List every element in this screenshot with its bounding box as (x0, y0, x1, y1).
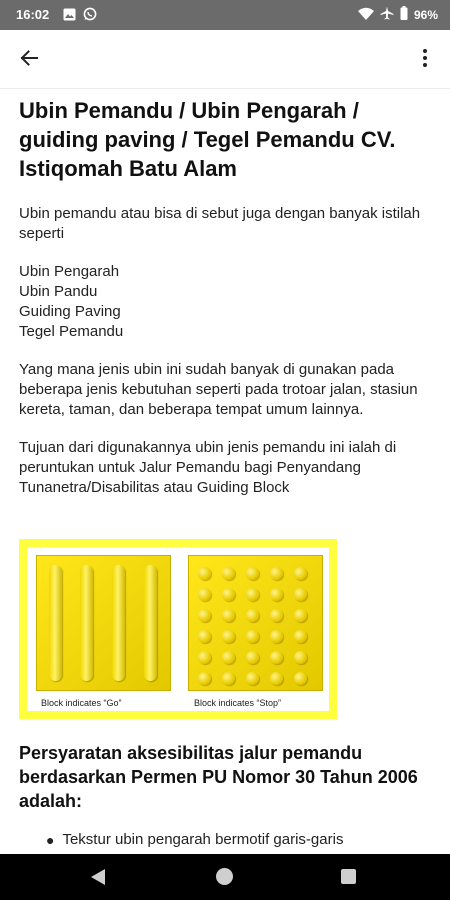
warning-dot (198, 651, 211, 664)
warning-dot (198, 567, 211, 580)
stop-tile-caption: Block indicates “Stop” (194, 698, 282, 708)
warning-dot (222, 588, 235, 601)
intro-paragraph: Ubin pemandu atau bisa di sebut juga dengan banyak istilah seperti (19, 205, 421, 242)
term-item: Tegel Pemandu (19, 323, 124, 340)
warning-dot (294, 567, 307, 580)
warning-dot (294, 651, 307, 664)
article-content (19, 96, 434, 516)
warning-dot (198, 630, 211, 643)
back-button[interactable] (14, 45, 44, 75)
usage-paragraph: Yang mana jenis ubin ini sudah banyak di gunakan pada beberapa jenis kebutuhan seperti pada trotoar jalan, stasiun kereta, taman, dan beberapa tempat umum lainnya. (19, 361, 418, 418)
battery-icon (400, 6, 408, 23)
warning-dot (294, 630, 307, 643)
warning-dot (222, 567, 235, 580)
list-item (46, 830, 426, 850)
requirements-heading: Persyaratan aksesibilitas jalur pemandu berdasarkan Permen PU Nomor 30 Tahun 2006 adalah: (19, 743, 418, 811)
warning-dot (270, 588, 283, 601)
nav-recents-icon[interactable] (341, 869, 356, 884)
warning-dot (246, 651, 259, 664)
warning-dot (222, 609, 235, 622)
guide-bar (144, 565, 157, 681)
warning-dot (222, 651, 235, 664)
guide-bar (112, 565, 125, 681)
battery-percent: 96% (413, 7, 438, 22)
arrow-back-icon (19, 48, 39, 73)
term-list (19, 262, 434, 342)
stop-tile (188, 555, 323, 691)
purpose-paragraph: Tujuan dari digunakannya ubin jenis pemandu ini ialah di peruntukan untuk Jalur Pemandu bagi Penyandang Tunanetra/Disabilitas atau Guiding Block (19, 439, 397, 496)
overflow-menu-button[interactable] (410, 45, 440, 75)
gallery-icon (63, 8, 76, 24)
warning-dot (246, 567, 259, 580)
warning-dot (270, 609, 283, 622)
go-tile-caption: Block indicates “Go” (41, 698, 122, 708)
tiles-panel (27, 547, 329, 711)
whatsapp-icon (83, 7, 97, 24)
warning-dot (270, 651, 283, 664)
app-bar (0, 30, 450, 89)
warning-dot (294, 609, 307, 622)
warning-dot (246, 609, 259, 622)
term-item: Ubin Pengarah (19, 263, 120, 280)
status-time: 16:02 (16, 7, 50, 22)
warning-dot (270, 630, 283, 643)
warning-dot (198, 609, 211, 622)
status-bar (0, 0, 450, 30)
guide-bar (80, 565, 93, 681)
more-vert-icon (422, 48, 428, 73)
warning-dot (246, 588, 259, 601)
article-title: Ubin Pemandu / Ubin Pengarah / guiding paving / Tegel Pemandu CV. Istiqomah Batu Alam (19, 98, 396, 181)
warning-dot (222, 630, 235, 643)
tactile-tiles-image[interactable] (19, 539, 337, 719)
nav-back-icon[interactable] (90, 868, 106, 891)
wifi-icon (358, 7, 374, 23)
warning-dot (270, 672, 283, 685)
bullet-text: Tekstur ubin pengarah bermotif garis-garis (62, 831, 344, 848)
warning-dot (294, 588, 307, 601)
warning-dot (198, 672, 211, 685)
system-nav-bar (0, 854, 450, 900)
airplane-icon (380, 6, 394, 23)
warning-dot (198, 588, 211, 601)
go-tile (36, 555, 171, 691)
bullet-marker: ● (46, 832, 55, 848)
warning-dot (294, 672, 307, 685)
term-item: Guiding Paving (19, 303, 121, 320)
nav-home-icon[interactable] (216, 868, 233, 885)
warning-dot (270, 567, 283, 580)
guide-bar (49, 565, 62, 681)
warning-dot (246, 630, 259, 643)
term-item: Ubin Pandu (19, 283, 98, 300)
warning-dot (222, 672, 235, 685)
warning-dot (246, 672, 259, 685)
